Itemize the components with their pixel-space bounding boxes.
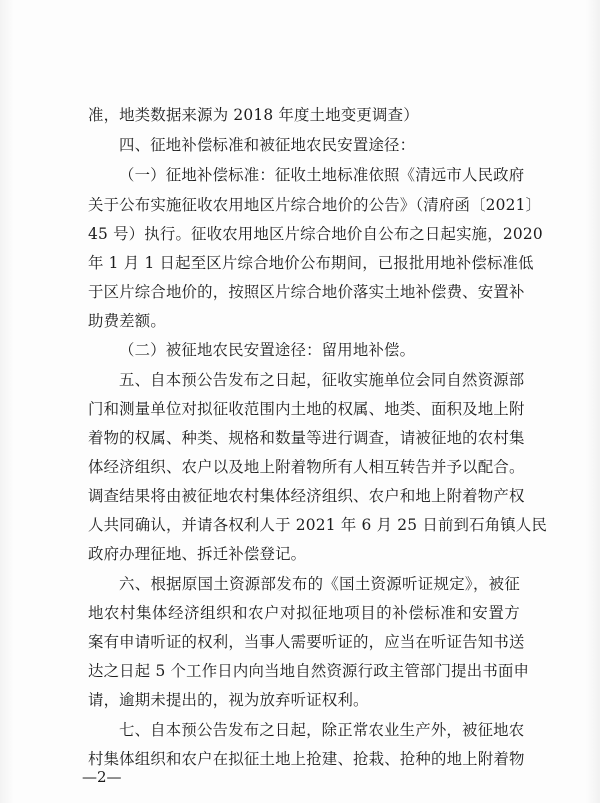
section-heading: 四、征地补偿标准和被征地农民安置途径： <box>119 136 416 154</box>
text-line: 地农村集体经济组织和农户对拟征地项目的补偿标准和安置方 <box>88 604 520 622</box>
text-line: 六、根据原国土资源部发布的《国土资源听证规定》，被征 <box>119 575 520 593</box>
text-line: 请，逾期未提出的，视为放弃听证权利。 <box>88 691 369 709</box>
text-line: 案有申请听证的权利，当事人需要听证的，应当在听证告知书送 <box>88 633 525 651</box>
text-line: 年 1 月 1 日起至区片综合地价公布期间，已报批用地补偿标准低 <box>88 254 534 272</box>
text-line: （一）征地补偿标准：征收土地标准依照《清远市人民政府 <box>119 166 525 184</box>
text-line: 着物的权属、种类、规格和数量等进行调查，请被征地的农村集 <box>88 429 525 447</box>
text-line: 助费差额。 <box>88 312 166 330</box>
text-line: 人共同确认，并请各权利人于 2021 年 6 月 25 日前到石角镇人民 <box>88 516 548 534</box>
text-line: （二）被征地农民安置途径：留用地补偿。 <box>119 341 416 359</box>
text-line: 准，地类数据来源为 2018 年度土地变更调查） <box>88 106 419 124</box>
text-line: 五、自本预公告发布之日起，征收实施单位会同自然资源部 <box>119 371 525 389</box>
text-line: 于区片综合地价的，按照区片综合地价落实土地补偿费、安置补 <box>88 283 525 301</box>
text-line: 调查结果将由被征地农村集体经济组织、农户和地上附着物产权 <box>88 487 525 505</box>
text-line: 45 号）执行。征收农用地区片综合地价自公布之日起实施，2020 <box>88 225 543 243</box>
text-line: 达之日起 5 个工作日内向当地自然资源行政主管部门提出书面申 <box>88 662 530 680</box>
page-number: —2— <box>82 768 122 786</box>
text-line: 村集体组织和农户在拟征土地上抢建、抢栽、抢种的地上附着物 <box>88 750 525 768</box>
text-line: 政府办理征地、拆迁补偿登记。 <box>88 545 307 563</box>
text-line: 门和测量单位对拟征收范围内土地的权属、地类、面积及地上附 <box>88 400 525 418</box>
text-line: 体经济组织、农户以及地上附着物所有人相互转告并予以配合。 <box>88 458 525 476</box>
text-line: 七、自本预公告发布之日起，除正常农业生产外，被征地农 <box>119 721 525 739</box>
text-line: 关于公布实施征收农用地区片综合地价的公告》（清府函〔2021〕 <box>88 196 542 214</box>
